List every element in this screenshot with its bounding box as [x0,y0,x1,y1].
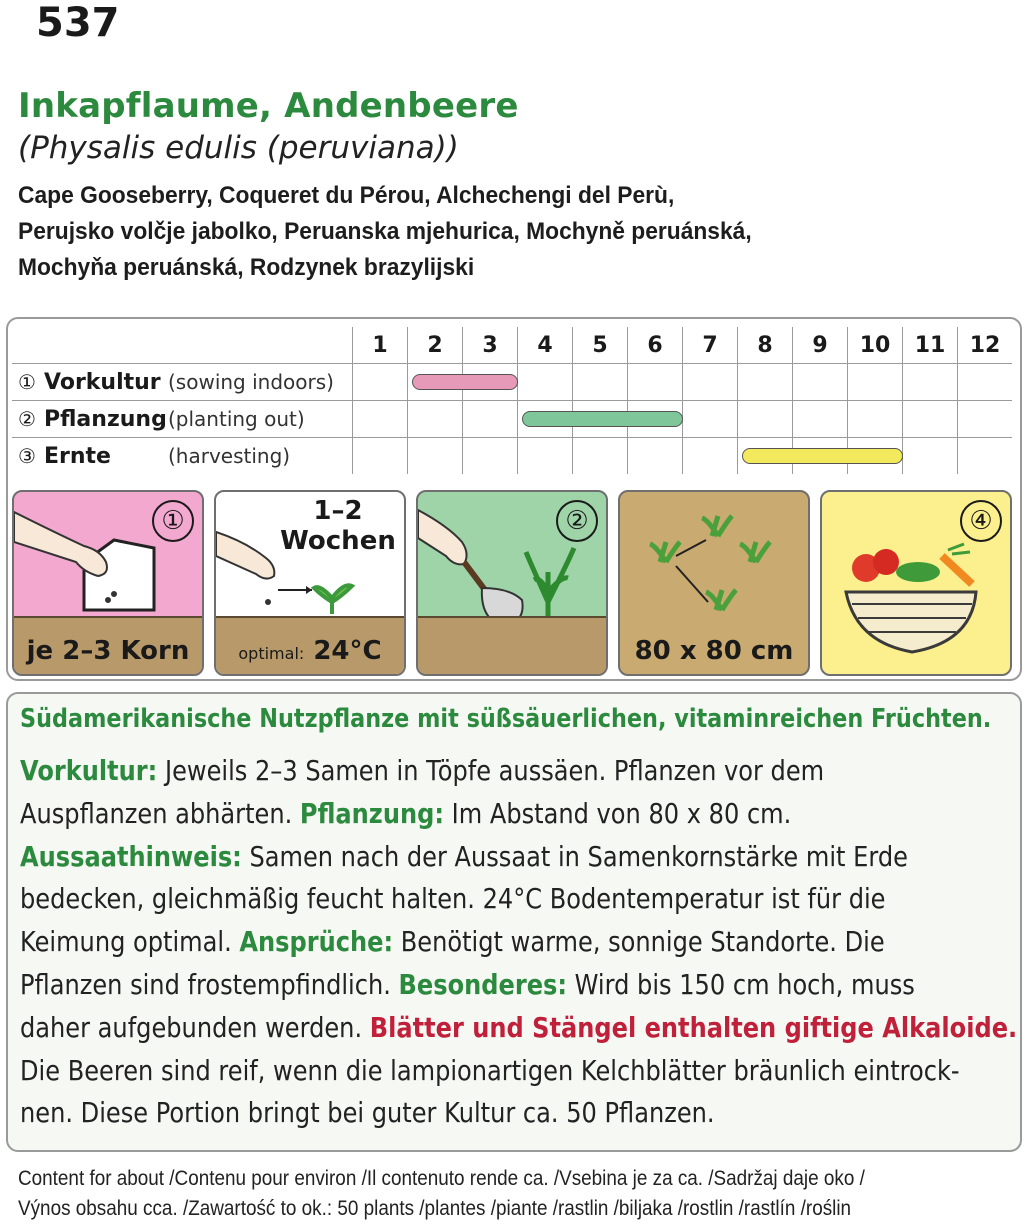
month-6: 6 [628,327,683,364]
step-badge-4: ④ [960,500,1002,542]
calendar-bar-pflanzung [522,411,683,427]
panel-planting-out [416,490,608,676]
desc-text: Samen nach der Aussaat in Samenkornstärke mit Erde [241,839,908,873]
keyword-pflanzung: Pflanzung: [299,796,444,830]
calendar-corner [12,327,353,364]
row-label: Ernte [44,443,111,469]
temperature-value: 24°C [313,636,382,666]
keyword-ansprueche: Ansprüche: [239,925,394,959]
calendar-bar-vorkultur [412,374,518,390]
calendar-bar-ernte [742,448,903,464]
keyword-vorkultur: Vorkultur: [20,754,158,787]
month-2: 2 [408,327,463,364]
row-label: Pflanzung [44,406,167,432]
month-5: 5 [573,327,628,364]
other-names [18,178,854,286]
desc-text: Auspflanzen abhärten. [20,796,300,830]
step-badge-1: ① [152,500,194,542]
soil-strip [418,616,606,674]
desc-line [20,921,1009,964]
germination-duration: 1–2 [313,496,363,526]
toxicity-warning: Blätter und Stängel enthalten giftige Alkaloide. [369,1010,1018,1044]
other-names-line: Perujsko volčje jabolko, Peruanska mjehurica, Mochyně peruánská, [18,218,752,245]
desc-text: Im Abstand von 80 x 80 cm. [443,796,792,830]
calendar-row-pflanzung [12,401,1012,438]
step-badge-2: ② [556,500,598,542]
calendar-header-row [12,327,1012,364]
desc-line [20,793,1009,836]
temperature-label [216,636,404,666]
month-4: 4 [518,327,573,364]
desc-line: bedecken, gleichmäßig feucht halten. 24°C Bodentemperatur ist für die [20,882,886,916]
desc-text: Keimung optimal. [20,925,240,959]
desc-text: daher aufgebunden werden. [20,1010,370,1044]
other-names-line: Cape Gooseberry, Coqueret du Pérou, Alchechengi del Perù, [18,182,675,209]
keyword-aussaathinweis: Aussaathinweis: [20,839,242,873]
footer-line: Content for about /Contenu pour environ /Il contenuto rende ca. /Vsebina je za ca. /Sadržaj daje oko / [18,1167,865,1190]
germination-unit: Wochen [280,526,396,556]
desc-text: Jeweils 2–3 Samen in Töpfe aussäen. Pflanzen vor dem [157,754,825,787]
panel-harvest [820,490,1012,676]
month-12: 12 [958,327,1013,364]
desc-line [20,836,1009,879]
description-body [20,750,1018,1135]
row-label: Vorkultur [44,369,161,395]
row-number: ② [18,406,36,431]
description-box [6,692,1022,1152]
keyword-besonderes: Besonderes: [398,967,568,1001]
desc-text: Pflanzen sind frostempfindlich. [20,967,399,1001]
latin-name: (Physalis edulis (peruviana)) [18,130,459,166]
description-headline: Südamerikanische Nutzpflanze mit süßsäuerlichen, vitaminreichen Früchten. [20,704,992,734]
month-10: 10 [848,327,903,364]
packet-number: 537 [36,0,120,46]
month-3: 3 [463,327,518,364]
panel-germination [214,490,406,676]
spacing-label: 80 x 80 cm [634,636,794,666]
desc-line: nen. Diese Portion bringt bei guter Kultur ca. 50 Pflanzen. [20,1096,715,1130]
row-sublabel: (harvesting) [168,443,291,468]
desc-text: Benötigt warme, sonnige Standorte. Die [393,925,885,959]
desc-line [20,1007,1018,1050]
month-8: 8 [738,327,793,364]
month-9: 9 [793,327,848,364]
seed-count-label: je 2–3 Korn [26,636,190,666]
footer-line: Výnos obsahu cca. /Zawartość to ok.: 50 plants /plantes /piante /rastlin /biljaka /rostlin /rastlín /roślin [18,1197,852,1220]
row-number: ① [18,369,36,394]
row-sublabel: (sowing indoors) [168,369,334,394]
row-sublabel: (planting out) [168,406,305,431]
desc-line [20,964,1009,1007]
other-names-line: Mochyňa peruánská, Rodzynek brazylijski [18,254,475,281]
month-1: 1 [353,327,408,364]
panel-spacing [618,490,810,676]
content-footer [18,1164,865,1224]
row-number: ③ [18,443,36,468]
month-7: 7 [683,327,738,364]
temperature-prefix: optimal: [238,644,305,663]
desc-text: Wird bis 150 cm hoch, muss [567,967,915,1001]
desc-line: Die Beeren sind reif, wenn die lampionartigen Kelchblätter bräunlich eintrock- [20,1053,960,1087]
panel-sowing-seeds [12,490,204,676]
desc-line [20,750,1009,793]
month-11: 11 [903,327,958,364]
product-title: Inkapflaume, Andenbeere [18,86,519,126]
